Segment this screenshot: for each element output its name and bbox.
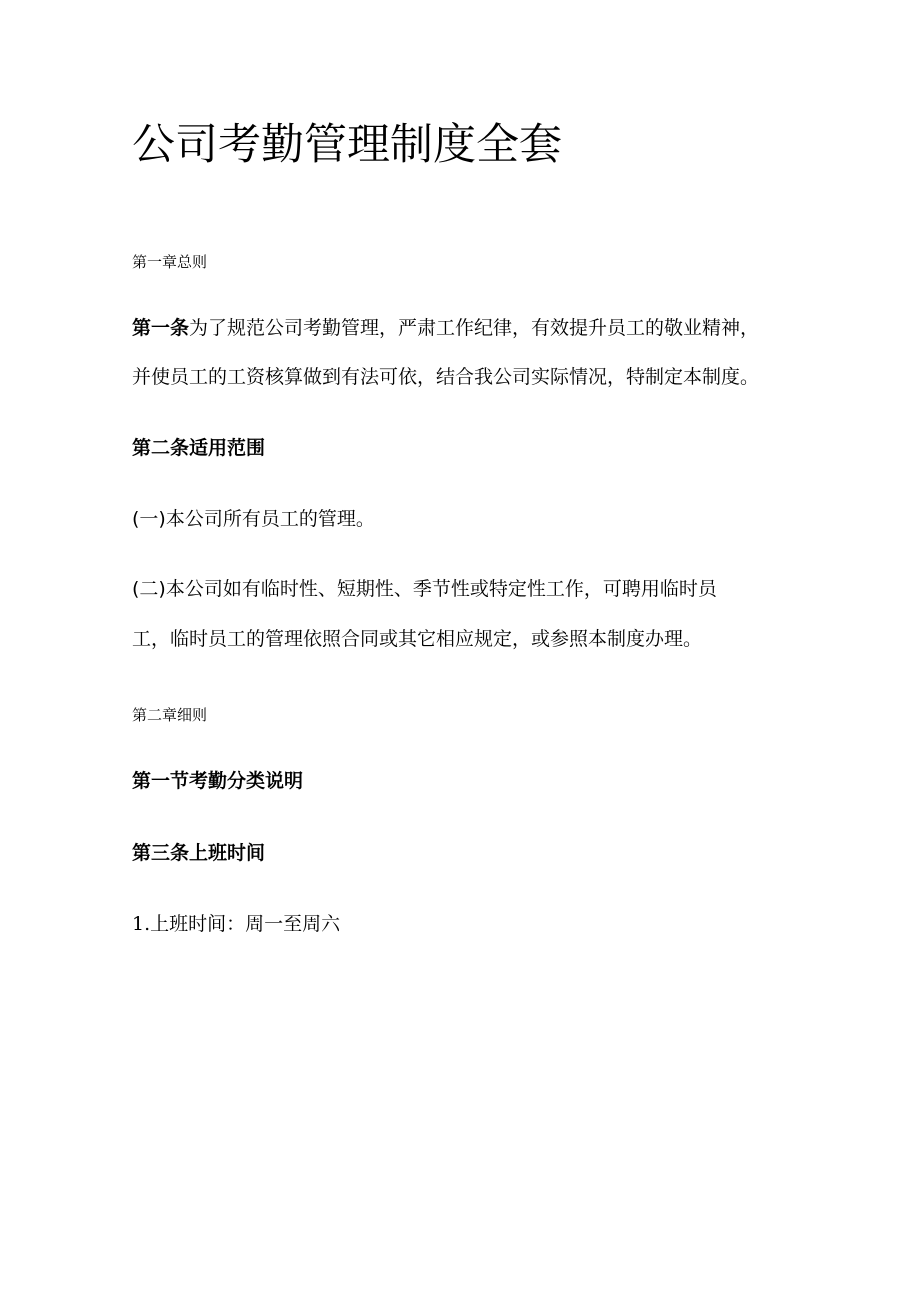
work-time-item: 1.上班时间：周一至周六	[132, 913, 341, 935]
scope-item-1: (一)本公司所有员工的管理。	[132, 508, 375, 530]
chapter-heading-details: 第二章细则	[132, 706, 208, 724]
article-1-line-1	[132, 315, 759, 341]
article-1-label: 第一条	[132, 317, 190, 339]
scope-item-2-line-2: 工，临时员工的管理依照合同或其它相应规定，或参照本制度办理。	[132, 628, 703, 650]
chapter-heading-general: 第一章总则	[132, 253, 208, 271]
article-2-heading: 第二条适用范围	[132, 437, 266, 459]
document-title: 公司考勤管理制度全套	[132, 120, 562, 170]
article-3-heading: 第三条上班时间	[132, 842, 266, 864]
article-1-line-2: 并使员工的工资核算做到有法可依，结合我公司实际情况，特制定本制度。	[132, 366, 760, 388]
section-1-heading: 第一节考勤分类说明	[132, 770, 304, 792]
scope-item-2-line-1: (二)本公司如有临时性、短期性、季节性或特定性工作，可聘用临时员	[132, 578, 717, 600]
article-1-text-1: 为了规范公司考勤管理，严肃工作纪律，有效提升员工的敬业精神，	[189, 317, 760, 339]
